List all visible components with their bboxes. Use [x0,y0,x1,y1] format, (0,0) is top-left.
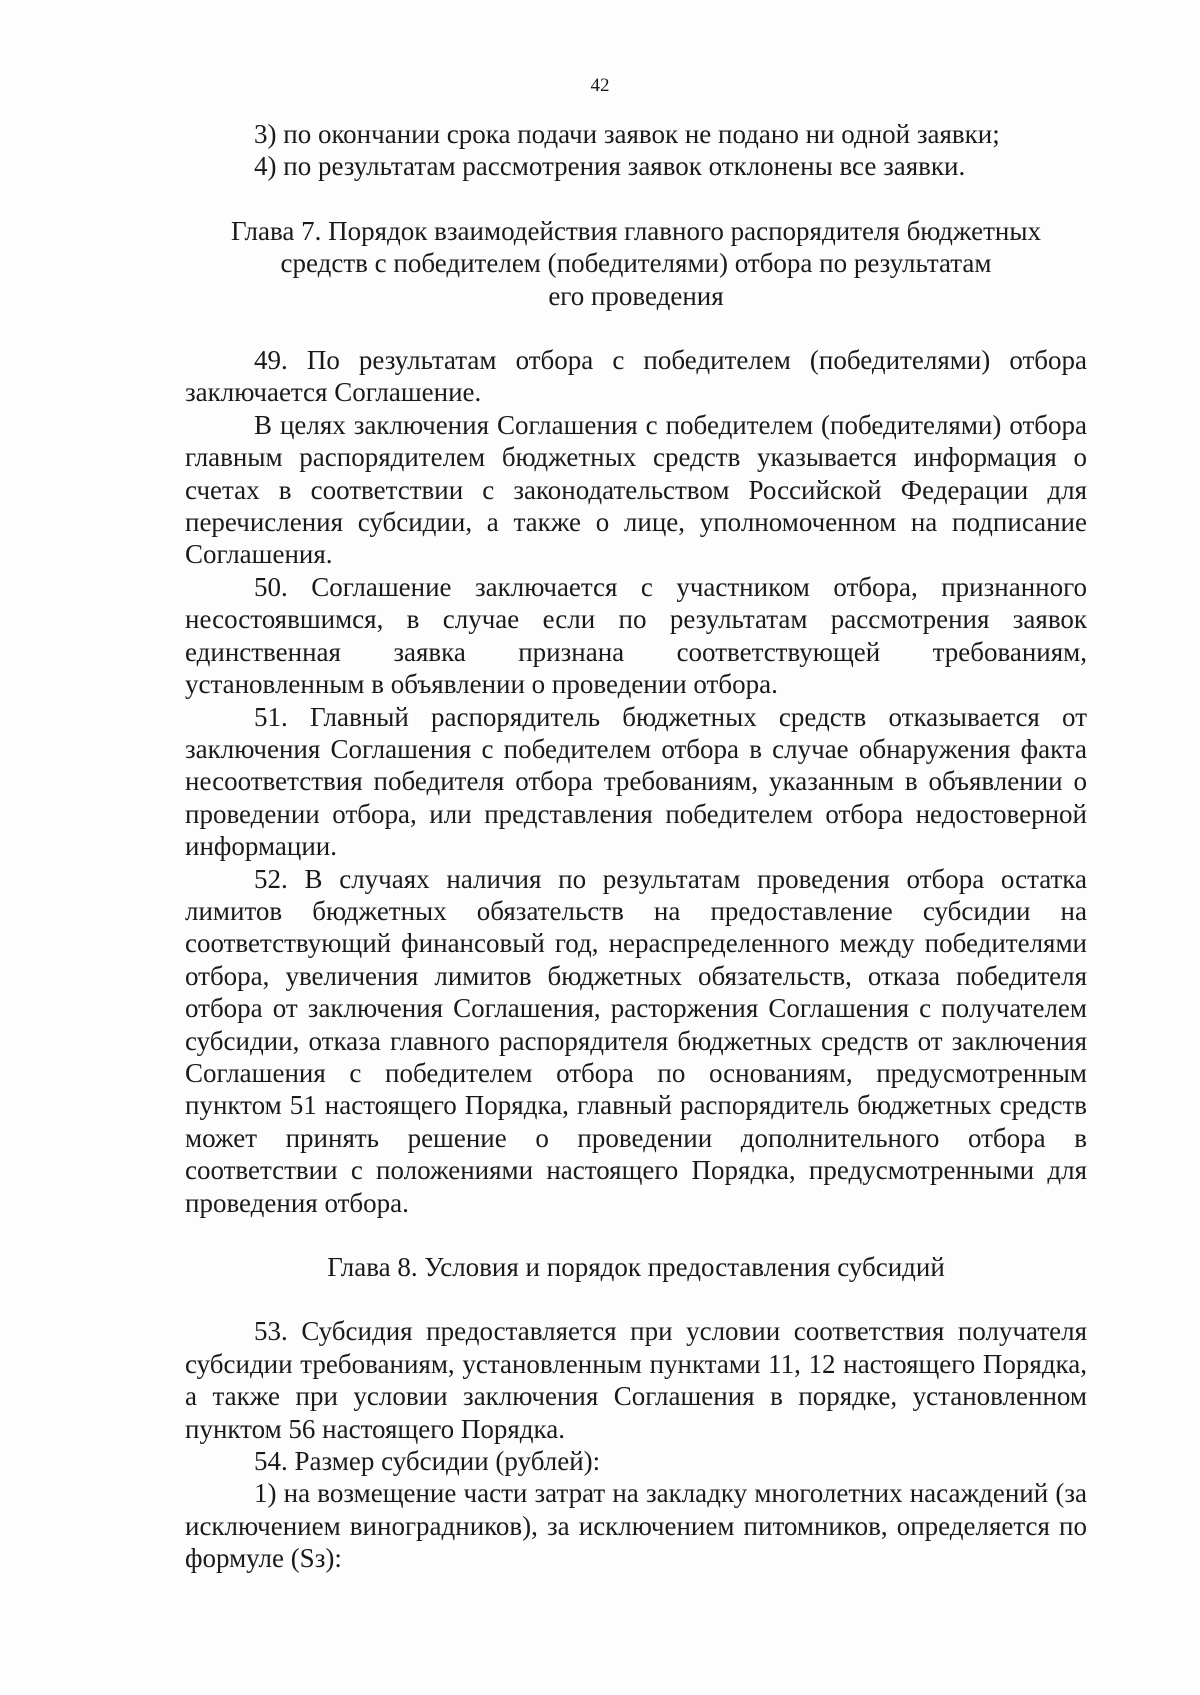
chapter-heading [185,215,1087,312]
list-item: 4) по результатам рассмотрения заявок отклонены все заявки. [254,151,966,182]
list-item: 3) по окончании срока подачи заявок не подано ни одной заявки; [254,119,1000,149]
paragraph: 49. По результатам отбора с победителем (победителями) отбора заключается Соглашение. [185,345,1087,408]
chapter-heading-line: средств с победителем (победителями) отбора по результатам [280,248,992,279]
document-body [185,118,1087,1575]
paragraph: 1) на возмещение части затрат на закладку многолетних насаждений (за исключением виноградников), за исключением питомников, определяется по формуле (Sз): [185,1478,1087,1574]
paragraph: 53. Субсидия предоставляется при условии соответствия получателя субсидии требованиям, установленным пунктами 11, 12 настоящего Порядка, а также при условии заключения Соглашения в порядке, установленном пунктом 56 настоящего Порядка. [185,1316,1087,1444]
paragraph: 52. В случаях наличия по результатам проведения отбора остатка лимитов бюджетных обязательств на предоставление субсидии на соответствующий финансовый год, нераспределенного между победителями отбора, увеличения лимитов бюджетных обязательств, отказа победителя отбора от заключения Соглашения, расторжения Соглашения с получателем субсидии, отказа главного распорядителя бюджетных средств от заключения Соглашения с победителем отбора по основаниям, предусмотренным пунктом 51 настоящего Порядка, главный распорядитель бюджетных средств может принять решение о проведении дополнительного отбора в соответствии с положениями настоящего Порядка, предусмотренными для проведения отбора. [185,863,1087,1218]
chapter-heading-line: Глава 7. Порядок взаимодействия главного распорядителя бюджетных [230,215,1042,246]
chapter-heading [185,1251,1087,1283]
paragraph: 51. Главный распорядитель бюджетных средств отказывается от заключения Соглашения с победителем отбора в случае обнаружения факта несоответствия победителя отбора требованиям, указанным в объявлении о проведении отбора, или представления победителем отбора недостоверной информации. [185,701,1087,862]
chapter-heading-line: Глава 8. Условия и порядок предоставления субсидий [327,1252,945,1282]
paragraph: В целях заключения Соглашения с победителем (победителями) отбора главным распорядителем бюджетных средств указывается информация о счетах в соответствии с законодательством Российской Федерации для перечисления субсидии, а также о лице, уполномоченном на подписание Соглашения. [185,409,1087,570]
chapter-heading-line: его проведения [548,280,724,311]
page-number: 42 [590,75,610,96]
paragraph: 54. Размер субсидии (рублей): [254,1446,601,1477]
paragraph: 50. Соглашение заключается с участником отбора, признанного несостоявшимся, в случае если по результатам рассмотрения заявок единственная заявка признана соответствующей требованиям, установленным в объявлении о проведении отбора. [185,571,1087,700]
